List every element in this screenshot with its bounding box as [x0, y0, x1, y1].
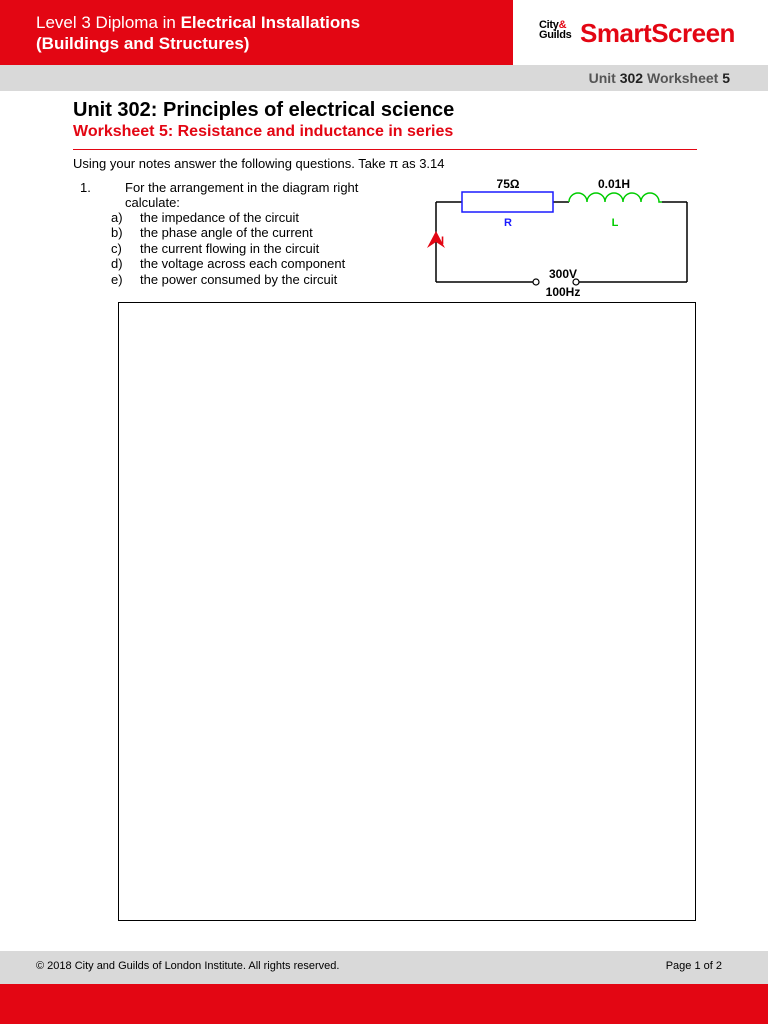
resistor-symbol	[462, 192, 553, 212]
part-letter: e)	[111, 271, 123, 287]
course-title-line2: (Buildings and Structures)	[36, 34, 250, 53]
header-bar	[0, 0, 768, 65]
part-text: the impedance of the circuit	[140, 210, 299, 225]
logo-city: City	[539, 19, 559, 31]
city-guilds-logo	[539, 20, 571, 40]
inductor-label: L	[611, 217, 619, 229]
unit-reference-bar	[0, 65, 768, 91]
resistance-value: 75Ω	[496, 177, 520, 191]
question-stem: For the arrangement in the diagram right calculate:	[125, 180, 359, 211]
footer-red-band	[0, 984, 768, 1024]
footer-bar	[0, 951, 768, 984]
question-number: 1.	[80, 180, 91, 195]
part-letter: c)	[111, 240, 122, 256]
instructions-text: Using your notes answer the following questions. Take π as 3.14	[73, 156, 445, 171]
part-letter: a)	[111, 210, 123, 225]
part-letter: d)	[111, 256, 123, 272]
worksheet-number: 5	[722, 70, 730, 86]
brand-logo	[513, 0, 768, 65]
worksheet-label: Worksheet	[643, 70, 723, 86]
part-text: the phase angle of the current	[140, 225, 313, 241]
resistor-label: R	[504, 217, 512, 229]
course-title-prefix: Level 3 Diploma in	[36, 13, 181, 32]
part-text: the current flowing in the circuit	[140, 240, 320, 256]
question-part-b	[111, 225, 411, 240]
terminal-left	[533, 279, 539, 285]
question-part-d	[111, 256, 411, 271]
unit-label: Unit	[588, 70, 620, 86]
course-title	[36, 12, 360, 54]
supply-frequency: 100Hz	[545, 285, 581, 299]
question-parts	[111, 210, 411, 287]
inductor-coil	[569, 193, 662, 202]
unit-worksheet-reference	[589, 70, 730, 86]
page-title: Unit 302: Principles of electrical science	[73, 99, 455, 121]
inductance-value: 0.01H	[597, 177, 631, 191]
circuit-diagram	[426, 174, 696, 300]
page-subtitle: Worksheet 5: Resistance and inductance in series	[73, 123, 454, 140]
question-part-a	[111, 210, 411, 225]
answer-box[interactable]	[118, 302, 696, 921]
copyright-text: © 2018 City and Guilds of London Institute. All rights reserved.	[36, 960, 340, 972]
question-part-e	[111, 272, 411, 287]
current-label: I	[441, 235, 445, 247]
part-letter: b)	[111, 225, 123, 241]
title-divider	[73, 149, 697, 150]
page-number: Page 1 of 2	[665, 960, 722, 972]
question-part-c	[111, 241, 411, 256]
logo-guilds: Guilds	[539, 29, 572, 41]
unit-number: 302	[619, 70, 644, 86]
part-text: the power consumed by the circuit	[140, 271, 338, 287]
smartscreen-brand: SmartScreen	[580, 18, 735, 48]
logo-amp: &	[558, 19, 567, 31]
part-text: the voltage across each component	[140, 256, 346, 272]
course-title-bold: Electrical Installations	[180, 13, 361, 32]
supply-voltage: 300V	[548, 267, 578, 281]
